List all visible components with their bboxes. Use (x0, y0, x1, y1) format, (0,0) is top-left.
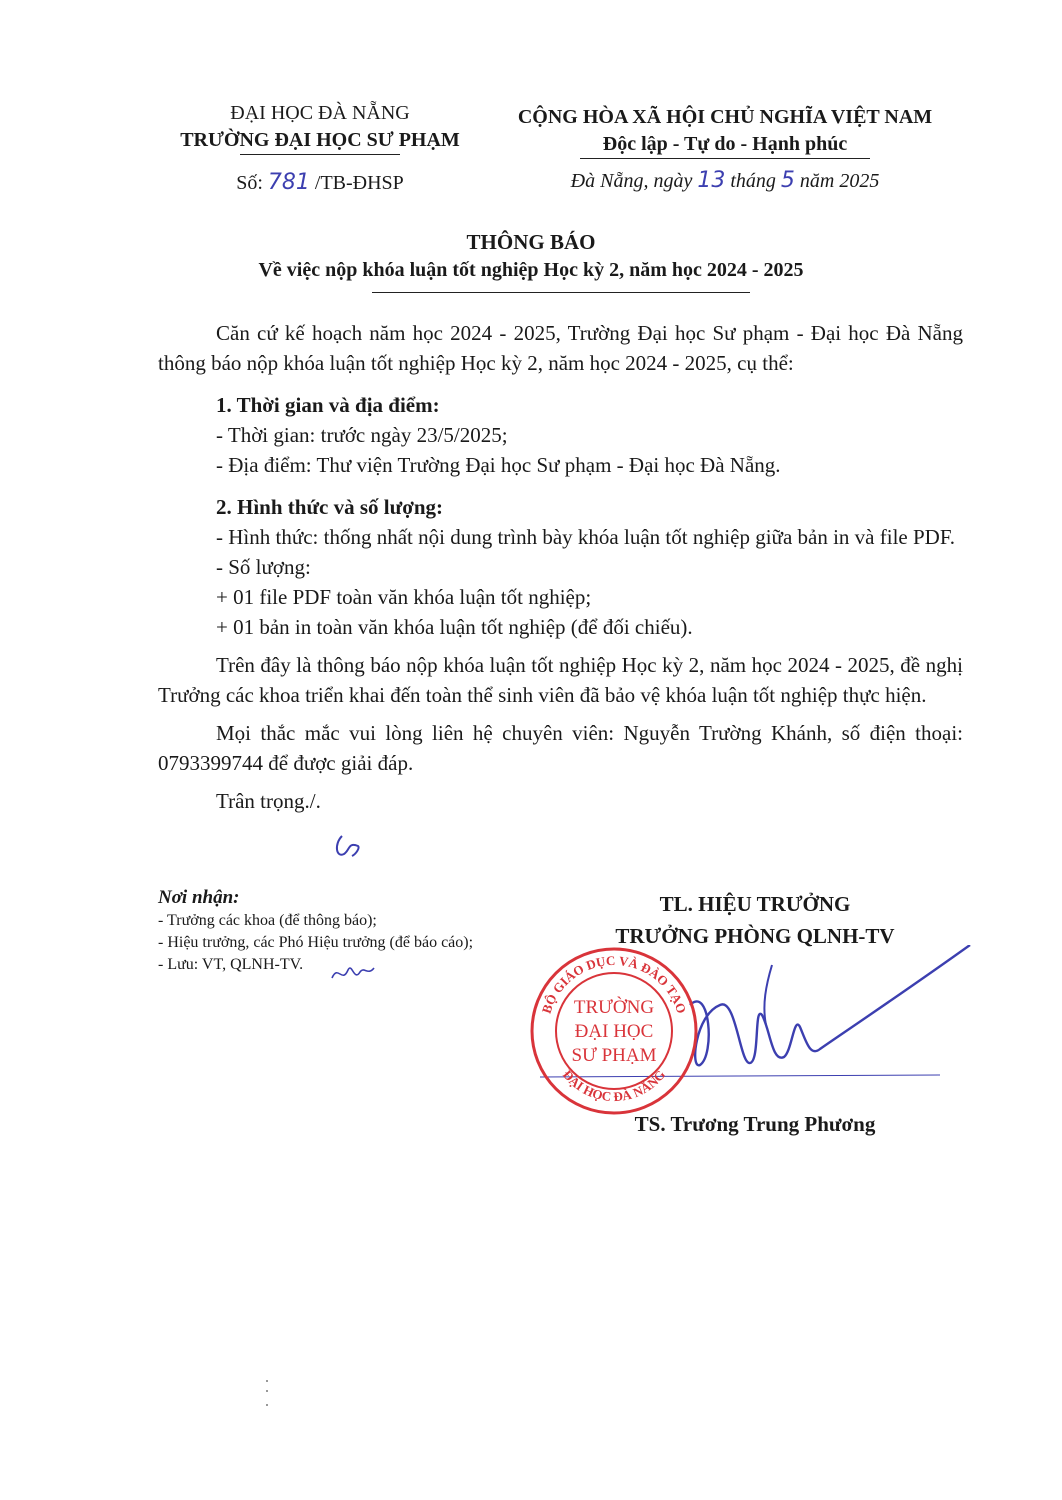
stamp-ring-text: BỘ GIÁO DỤC VÀ ĐÀO TẠO (538, 952, 690, 1016)
document-number-prefix: Số: (236, 172, 263, 194)
scan-dot (266, 1404, 268, 1406)
scan-dot (266, 1390, 268, 1392)
nation-name: CỘNG HÒA XÃ HỘI CHỦ NGHĨA VIỆT NAM (517, 106, 933, 128)
section-1-time: - Thời gian: trước ngày 23/5/2025; (216, 423, 508, 447)
recipient-item: - Trưởng các khoa (để thông báo); (158, 912, 377, 929)
organization-name: TRƯỜNG ĐẠI HỌC SƯ PHẠM (180, 129, 460, 151)
section-1-place: - Địa điểm: Thư viện Trường Đại học Sư phạm - Đại học Đà Nẵng. (216, 453, 781, 477)
initials-mark (330, 832, 370, 862)
document-number-handwritten: 781 (267, 170, 310, 195)
archive-initials-mark (328, 958, 378, 988)
stamp-bottom-text: ĐẠI HỌC ĐÀ NẴNG (559, 1066, 669, 1105)
contact-paragraph: Mọi thắc mắc vui lòng liên hệ chuyên viên: Nguyễn Trường Khánh, số điện thoại: 0793399744 để được giải đáp. (158, 721, 963, 775)
date-place: Đà Nẵng, ngày (570, 170, 693, 192)
regards-line: Trân trọng./. (216, 789, 321, 813)
signature-title-1: TL. HIỆU TRƯỞNG (659, 892, 851, 916)
month-label: tháng (730, 170, 776, 192)
year-text: năm 2025 (799, 170, 880, 192)
motto-underline (580, 158, 870, 159)
section-2-heading: 2. Hình thức và số lượng: (216, 495, 444, 519)
document-number (150, 169, 490, 197)
section-2-item-print: + 01 bản in toàn văn khóa luận tốt nghiệp (để đối chiếu). (216, 615, 693, 639)
document-title-block (0, 228, 1062, 284)
organization-underline (240, 154, 400, 155)
title-underline (372, 292, 750, 293)
document-number-suffix: /TB-ĐHSP (314, 172, 404, 194)
signer-name: TS. Trương Trung Phương (634, 1112, 876, 1136)
day-handwritten: 13 (697, 168, 726, 193)
section-2-quantity: - Số lượng: (216, 555, 311, 579)
signature-block (560, 888, 950, 952)
stamp-center-line-1: TRƯỜNG (573, 997, 655, 1018)
document-body (158, 318, 963, 816)
document-title: THÔNG BÁO (466, 230, 596, 254)
national-motto: Độc lập - Tự do - Hạnh phúc (602, 133, 848, 155)
scan-dot (266, 1380, 268, 1382)
signature-title-2: TRƯỞNG PHÒNG QLNH-TV (615, 924, 895, 948)
recipient-item: - Hiệu trưởng, các Phó Hiệu trưởng (để báo cáo); (158, 934, 474, 951)
issue-date (490, 167, 960, 195)
closing-paragraph: Trên đây là thông báo nộp khóa luận tốt nghiệp Học kỳ 2, năm học 2024 - 2025, đề nghị Trưởng các khoa triển khai đến toàn thể sinh viên đã bảo vệ khóa luận tốt nghiệp thực hiện. (158, 653, 963, 707)
intro-paragraph: Căn cứ kế hoạch năm học 2024 - 2025, Trường Đại học Sư phạm - Đại học Đà Nẵng thông báo nộp khóa luận tốt nghiệp Học kỳ 2, năm học 2024 - 2025, cụ thể: (158, 321, 963, 375)
recipient-item: - Lưu: VT, QLNH-TV. (158, 956, 304, 973)
section-2-form: - Hình thức: thống nhất nội dung trình bày khóa luận tốt nghiệp giữa bản in và file PDF. (216, 525, 956, 549)
month-handwritten: 5 (780, 168, 795, 193)
stamp-center-line-2: ĐẠI HỌC (574, 1021, 654, 1042)
official-stamp (528, 945, 700, 1117)
national-header (490, 104, 960, 195)
issuer-block (150, 100, 490, 197)
stamp-center-line-3: SƯ PHẠM (571, 1045, 657, 1066)
section-1-heading: 1. Thời gian và địa điểm: (216, 393, 440, 417)
document-subtitle: Về việc nộp khóa luận tốt nghiệp Học kỳ 2, năm học 2024 - 2025 (258, 259, 804, 281)
recipients-title: Nơi nhận: (158, 887, 240, 908)
section-2-item-pdf: + 01 file PDF toàn văn khóa luận tốt nghiệp; (216, 585, 592, 609)
parent-organization: ĐẠI HỌC ĐÀ NẴNG (230, 102, 410, 124)
